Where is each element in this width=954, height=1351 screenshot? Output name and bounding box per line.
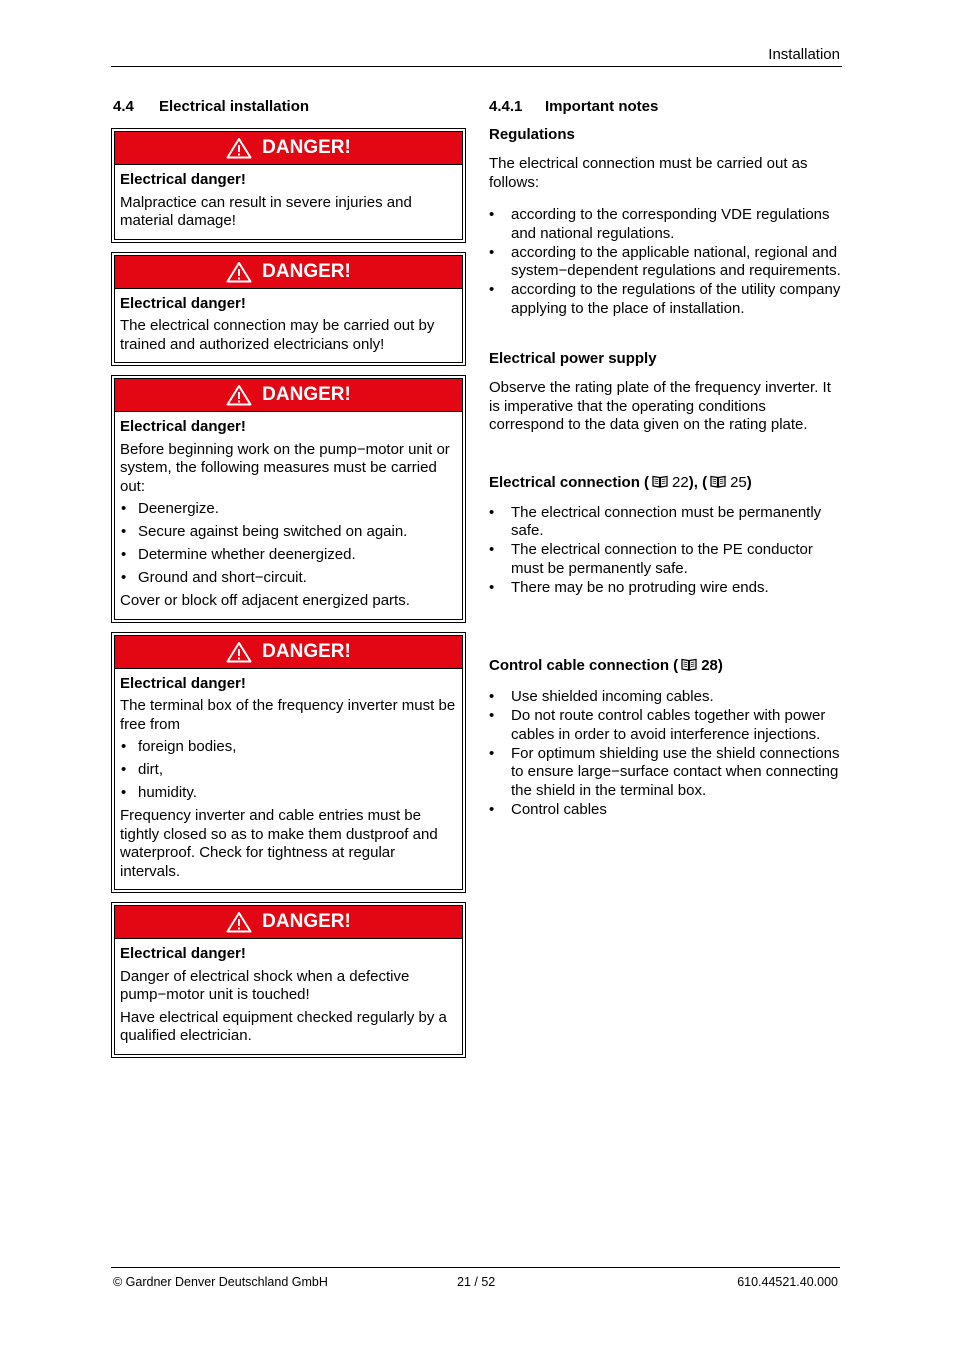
list-item: • according to the corresponding VDE regulations and national regulations. bbox=[489, 206, 844, 243]
left-column bbox=[111, 98, 466, 1067]
page-footer bbox=[111, 1267, 840, 1289]
section-title: Electrical installation bbox=[159, 98, 310, 115]
list-item: • There may be no protruding wire ends. bbox=[489, 579, 844, 598]
regulations-title: Regulations bbox=[489, 126, 575, 143]
danger-outro: Frequency inverter and cable entries must be tightly closed so as to make them dustproof and waterproof. Check for tightness at regular intervals. bbox=[120, 807, 438, 880]
danger-title: Electrical danger! bbox=[120, 674, 246, 692]
measures-list bbox=[120, 500, 456, 588]
list-item: • foreign bodies, bbox=[120, 738, 456, 757]
danger-header bbox=[115, 379, 462, 412]
section-number: 4.4 bbox=[113, 98, 134, 115]
danger-text: Malpractice can result in severe injuries and material damage! bbox=[120, 193, 412, 229]
list-item: • Ground and short−circuit. bbox=[120, 569, 456, 588]
danger-label: DANGER! bbox=[262, 384, 351, 405]
list-item: • Secure against being switched on again. bbox=[120, 523, 456, 542]
danger-label: DANGER! bbox=[262, 137, 351, 158]
warning-triangle-icon bbox=[226, 641, 252, 663]
danger-header bbox=[115, 906, 462, 939]
list-item: • The electrical connection to the PE conductor must be permanently safe. bbox=[489, 541, 844, 578]
control-cable-title-end: ) bbox=[717, 657, 723, 674]
contaminants-list bbox=[120, 738, 456, 803]
danger-header bbox=[115, 636, 462, 669]
control-cable-ref: 28 bbox=[701, 657, 718, 674]
book-reference-icon bbox=[652, 475, 668, 488]
danger-text: Danger of electrical shock when a defective pump−motor unit is touched! bbox=[120, 967, 410, 1003]
footer-doc-number: 610.44521.40.000 bbox=[737, 1275, 838, 1289]
list-item: • The electrical connection must be permanently safe. bbox=[489, 504, 844, 541]
warning-triangle-icon bbox=[226, 137, 252, 159]
connection-title-sep: ), ( bbox=[688, 473, 708, 491]
footer-page-number: 21 / 52 bbox=[457, 1275, 496, 1289]
section-heading bbox=[113, 98, 466, 118]
danger-title: Electrical danger! bbox=[120, 418, 246, 435]
danger-label: DANGER! bbox=[262, 640, 351, 662]
list-item: • dirt, bbox=[120, 761, 456, 780]
danger-box-3 bbox=[111, 375, 466, 623]
regulations-intro: The electrical connection must be carried out as follows: bbox=[489, 155, 808, 191]
subsection-title: Important notes bbox=[545, 98, 659, 115]
connection-title-end: ) bbox=[746, 473, 752, 491]
connection-list bbox=[489, 504, 844, 598]
danger-box-5 bbox=[111, 902, 466, 1058]
warning-triangle-icon bbox=[226, 261, 252, 283]
power-supply-text: Observe the rating plate of the frequency inverter. It is imperative that the operating conditions correspond to the data given on the rating plate. bbox=[489, 379, 831, 433]
danger-header bbox=[115, 256, 462, 289]
list-item: • Control cables bbox=[489, 801, 844, 820]
subsection-heading bbox=[489, 98, 844, 118]
danger-text: The electrical connection may be carried out by trained and authorized electricians only! bbox=[120, 317, 435, 353]
control-cable-list bbox=[489, 688, 844, 819]
subsection-number: 4.4.1 bbox=[489, 98, 523, 115]
danger-title: Electrical danger! bbox=[120, 171, 246, 188]
danger-box-4 bbox=[111, 632, 466, 894]
list-item: • Do not route control cables together with power cables in order to avoid interference injections. bbox=[489, 707, 844, 744]
danger-label: DANGER! bbox=[262, 911, 351, 932]
page-header bbox=[111, 44, 842, 67]
list-item: • according to the applicable national, regional and system−dependent regulations and requirements. bbox=[489, 244, 844, 281]
connection-ref-1: 22 bbox=[672, 473, 689, 491]
danger-intro: Before beginning work on the pump−motor unit or system, the following measures must be carried out: bbox=[120, 440, 450, 495]
power-supply-title: Electrical power supply bbox=[489, 350, 657, 367]
danger-header bbox=[115, 132, 462, 165]
connection-ref-2: 25 bbox=[730, 473, 747, 491]
danger-title: Electrical danger! bbox=[120, 945, 246, 962]
control-cable-title-text: Control cable connection ( bbox=[489, 657, 679, 674]
list-item: • Deenergize. bbox=[120, 500, 456, 519]
danger-box-1 bbox=[111, 128, 466, 243]
book-reference-icon bbox=[710, 475, 726, 488]
danger-label: DANGER! bbox=[262, 260, 351, 282]
list-item: • For optimum shielding use the shield connections to ensure large−surface contact when connecting the shield in the terminal box. bbox=[489, 745, 844, 801]
warning-triangle-icon bbox=[226, 384, 252, 406]
danger-box-2 bbox=[111, 252, 466, 367]
danger-intro: The terminal box of the frequency inverter must be free from bbox=[120, 697, 456, 733]
header-section: Installation bbox=[768, 46, 840, 63]
control-cable-title bbox=[489, 657, 844, 677]
danger-text: Have electrical equipment checked regularly by a qualified electrician. bbox=[120, 1008, 447, 1044]
list-item: • according to the regulations of the utility company applying to the place of installation. bbox=[489, 281, 844, 318]
list-item: • Use shielded incoming cables. bbox=[489, 688, 844, 707]
connection-title-text: Electrical connection ( bbox=[489, 473, 650, 491]
danger-title: Electrical danger! bbox=[120, 294, 246, 312]
connection-title bbox=[489, 474, 844, 494]
list-item: • humidity. bbox=[120, 784, 456, 803]
footer-copyright: © Gardner Denver Deutschland GmbH bbox=[113, 1275, 328, 1289]
warning-triangle-icon bbox=[226, 911, 252, 933]
right-column bbox=[489, 98, 844, 820]
danger-outro: Cover or block off adjacent energized parts. bbox=[120, 592, 410, 609]
list-item: • Determine whether deenergized. bbox=[120, 546, 456, 565]
book-reference-icon bbox=[681, 658, 697, 671]
regulations-list bbox=[489, 206, 844, 318]
